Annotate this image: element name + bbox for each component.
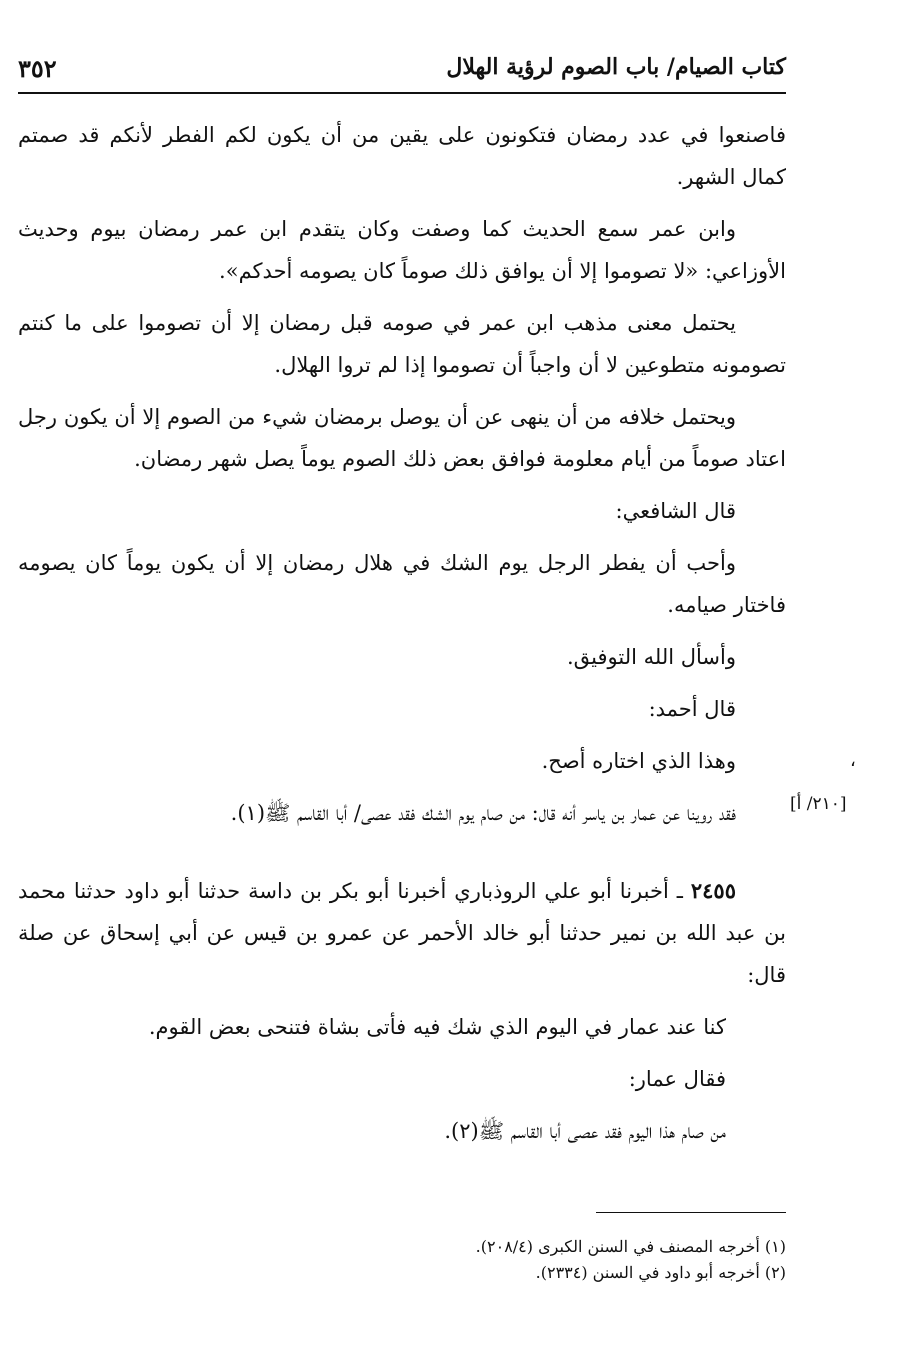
hadith-isnad [18, 870, 786, 996]
hadith-isnad-text: ـ أخبرنا أبو علي الروذباري أخبرنا أبو بكر بن داسة حدثنا أبو داود حدثنا محمد بن عبد الله بن نمير حدثنا أبو خالد الأحمر عن عمرو بن قيس عن أبي إسحاق عن صلة قال: [18, 879, 786, 987]
paragraph: وابن عمر سمع الحديث كما وصفت وكان يتقدم ابن عمر رمضان بيوم وحديث الأوزاعي: «لا تصوموا إلا أن يوافق ذلك صوماً كان يصومه أحدكم». [18, 217, 786, 283]
footnote-separator [596, 1212, 786, 1213]
page-number: ٣٥٢ [18, 54, 57, 83]
hadith-line: كنا عند عمار في اليوم الذي شك فيه فأتى بشاة فتنحى بعض القوم. [148, 1015, 726, 1039]
section-gap [18, 844, 786, 870]
paragraph: وأسأل الله التوفيق. [566, 645, 736, 669]
paragraph: قال أحمد: [648, 697, 736, 721]
paragraph: وهذا الذي اختاره أصح. [541, 749, 736, 773]
paragraph: قال الشافعي: [615, 499, 736, 523]
paragraph: ويحتمل خلافه من أن ينهى عن أن يوصل برمضان شيء من الصوم إلا أن يكون رجل اعتاد صوماً من أيام معلومة فوافق بعض ذلك الصوم يوماً يصل شهر رمضان. [18, 405, 786, 471]
footnote: (٢) أخرجه أبو داود في السنن (٢٣٣٤). [535, 1263, 786, 1282]
running-title: كتاب الصيام/ باب الصوم لرؤية الهلال [446, 54, 786, 80]
main-text [18, 114, 786, 1162]
paragraph: يحتمل معنى مذهب ابن عمر في صومه قبل رمضان إلا أن تصوموا على ما كنتم تصومونه متطوعين لا أن واجباً أن تصوموا إذا لم تروا الهلال. [18, 311, 786, 377]
page-header [18, 48, 786, 94]
footnotes [18, 1234, 786, 1286]
paragraph: وأحب أن يفطر الرجل يوم الشك في هلال رمضان إلا أن يكون يوماً كان يصومه فاختار صيامه. [18, 551, 786, 617]
paragraph: فاصنعوا في عدد رمضان فتكونون على يقين من أن يكون لكم الفطر لأنكم قد صمتم كمال الشهر. [18, 123, 786, 189]
hadith-number: ٢٤٥٥ [690, 878, 736, 903]
manuscript-folio-note: [٢١٠/ أ] [790, 794, 847, 814]
paragraph: فقد روينا عن عمار بن ياسر أنه قال: من صام يوم الشك فقد عصى/ أبا القاسم ﷺ(١). [230, 801, 736, 825]
footnote: (١) أخرجه المصنف في السنن الكبرى (٢٠٨/٤). [475, 1237, 786, 1256]
margin-tick: ، [850, 750, 856, 771]
hadith-line: فقال عمار: [628, 1067, 726, 1091]
hadith-line: من صام هذا اليوم فقد عصى أبا القاسم ﷺ(٢). [444, 1119, 726, 1143]
